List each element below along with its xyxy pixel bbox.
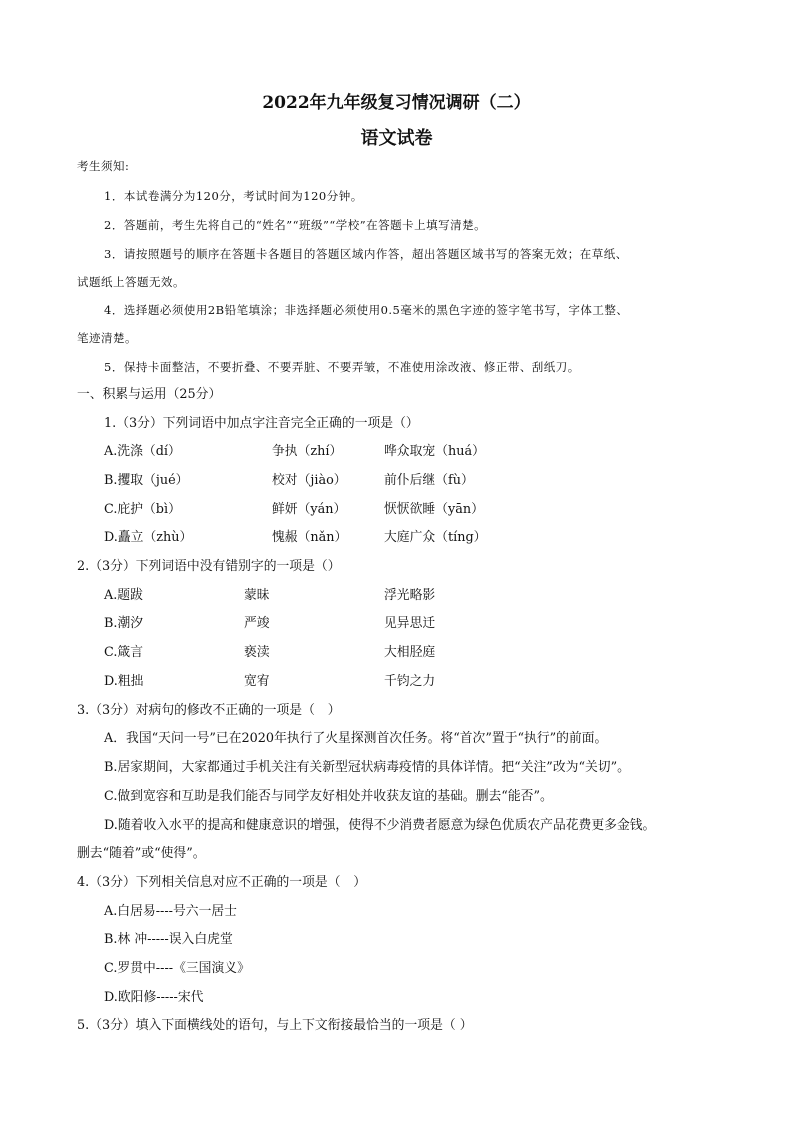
notice-item: 笔迹清楚。 [77, 331, 137, 345]
question-2-stem: 2.（3分）下列词语中没有错别字的一项是（） [77, 559, 341, 574]
page-subtitle: 语文试卷 [360, 128, 433, 149]
question-1-stem: 1.（3分）下列词语中加点字注音完全正确的一项是（） [104, 416, 419, 431]
option-cell: 争执（zhí） [272, 444, 343, 459]
question-3-option-c: C.做到宽容和互助是我们能否与同学友好相处并收获友谊的基础。删去“能否”。 [104, 789, 553, 804]
option-cell: 大相胫庭 [384, 645, 436, 660]
page-title: 2022年九年级复习情况调研（二） [262, 93, 531, 113]
option-cell: 宽宥 [244, 674, 270, 689]
notice-item: 试题纸上答题无效。 [77, 275, 185, 289]
option-cell: 哗众取宠（huá） [384, 444, 485, 459]
question-3-option-b: B.居家期间，大家都通过手机关注有关新型冠状病毒疫情的具体详情。把“关注”改为“关切”。 [104, 760, 630, 775]
question-3-option-d: D.随着收入水平的提高和健康意识的增强，使得不少消费者愿意为绿色优质农产品花费更多金钱。 [104, 818, 656, 833]
option-cell: 见异思迁 [384, 616, 436, 631]
notice-item: 5．保持卡面整洁，不要折叠、不要弄脏、不要弄皱，不准使用涂改液、修正带、刮纸刀。 [104, 360, 580, 374]
option-cell: 鲜妍（yán） [272, 502, 347, 517]
section-heading: 一、积累与运用（25分） [77, 387, 222, 402]
notice-heading: 考生须知: [77, 159, 130, 173]
option-cell: 愧赧（nǎn） [272, 530, 348, 545]
option-cell: 大庭广众（tíng） [384, 530, 487, 545]
question-4-option-a: A.白居易----号六一居士 [104, 904, 237, 919]
question-5-stem: 5.（3分）填入下面横线处的语句，与上下文衔接最恰当的一项是（ ） [77, 1018, 473, 1033]
option-cell: D.粗拙 [104, 674, 144, 689]
option-cell: 浮光略影 [384, 588, 436, 603]
notice-item: 3．请按照题号的顺序在答题卡各题目的答题区域内作答，超出答题区域书写的答案无效；在草纸、 [104, 247, 628, 261]
question-3-option-d-cont: 删去“随着”或“使得”。 [77, 846, 206, 861]
question-4-option-d: D.欧阳修-----宋代 [104, 990, 204, 1005]
option-cell: D.矗立（zhù） [104, 530, 193, 545]
option-cell: 亵渎 [244, 645, 270, 660]
option-cell: 千钧之力 [384, 674, 436, 689]
option-cell: 校对（jiào） [272, 473, 347, 488]
option-cell: B.潮汐 [104, 616, 144, 631]
question-3-stem: 3.（3分）对病句的修改不正确的一项是（ ） [77, 703, 341, 718]
question-4-option-b: B.林 冲-----误入白虎堂 [104, 932, 233, 947]
question-4-stem: 4.（3分）下列相关信息对应不正确的一项是（ ） [77, 875, 367, 890]
option-cell: C.箴言 [104, 645, 143, 660]
question-4-option-c: C.罗贯中----《三国演义》 [104, 961, 250, 976]
option-cell: 恹恹欲睡（yān） [384, 502, 484, 517]
notice-item: 2．答题前，考生先将自己的“姓名”“班级”“学校”在答题卡上填写清楚。 [104, 218, 487, 232]
option-cell: 蒙昧 [244, 588, 270, 603]
option-cell: A.题跋 [104, 588, 143, 603]
option-cell: A.洗涤（dí） [104, 444, 181, 459]
option-cell: B.攫取（jué） [104, 473, 189, 488]
option-cell: 严竣 [244, 616, 270, 631]
notice-item: 4．选择题必须使用2B铅笔填涂；非选择题必须使用0.5毫米的黑色字迹的签字笔书写，字体工整、 [104, 303, 629, 317]
option-cell: C.庇护（bì） [104, 502, 181, 517]
option-cell: 前仆后继（fù） [384, 473, 474, 488]
notice-item: 1．本试卷满分为120分，考试时间为120分钟。 [104, 189, 363, 203]
question-3-option-a: A．我国“天问一号”已在2020年执行了火星探测首次任务。将“首次”置于“执行”的前面。 [104, 731, 608, 746]
